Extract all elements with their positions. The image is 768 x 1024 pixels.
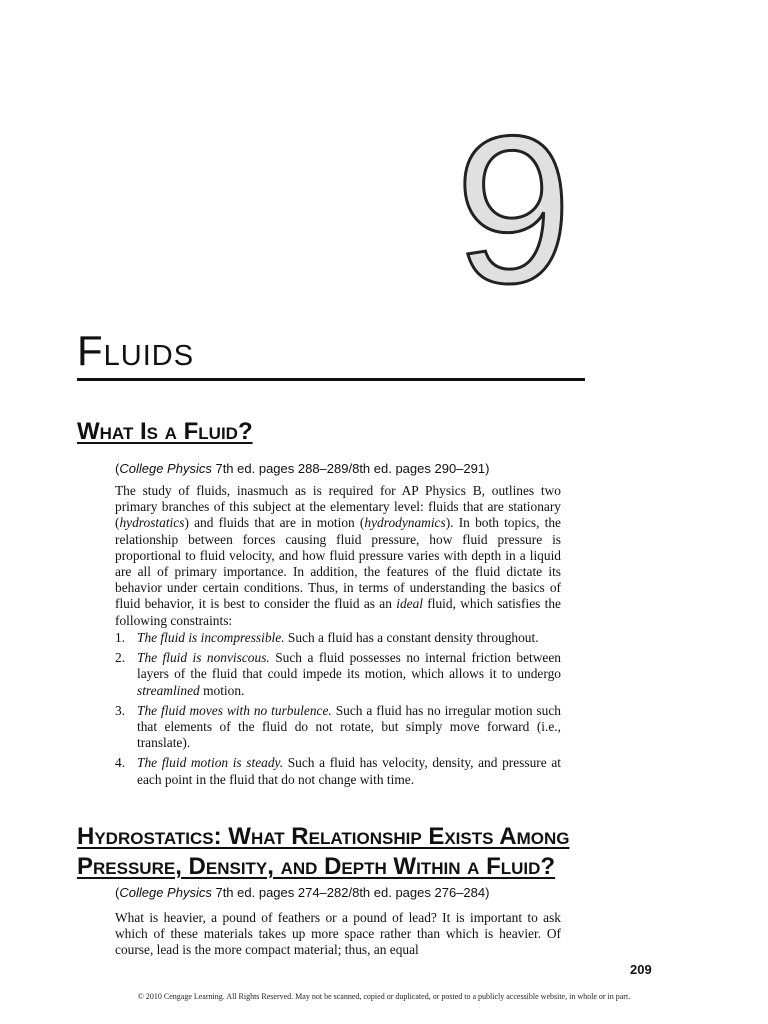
heading-line: Hydrostatics: What Relationship Exists Among — [77, 823, 570, 850]
list-number: 3. — [115, 702, 126, 718]
list-item-term: streamlined — [137, 682, 200, 698]
copyright-footer: © 2010 Cengage Learning. All Rights Reserved. May not be scanned, copied or duplicated, or posted to a publicly accessible website, in whole or in part. — [137, 992, 631, 1001]
section2-reference: (College Physics 7th ed. pages 274–282/8th ed. pages 276–284) — [115, 885, 490, 900]
ref-pages: 7th ed. pages 274–282/8th ed. pages 276–284 — [215, 885, 486, 900]
list-item-text: Such a fluid has velocity, density, and pressure at each point in the fluid that do not change with time. — [137, 755, 561, 787]
chapter-title: Fluids — [77, 327, 195, 374]
para-text: The study of fluids, inasmuch as is required for AP Physics B, outlines two primary branches of this subject at the elementary level: fluids that are stationary ( — [115, 483, 561, 531]
ref-book-title: College Physics — [119, 885, 212, 900]
list-item-lead: The fluid is incompressible. — [137, 630, 285, 645]
list-item — [115, 630, 561, 646]
para-text: ). In both topics, the relationship between forces causing fluid pressure, how fluid pressure is proportional to fluid velocity, and how fluid pressure varies with depth in a liquid are all of primary importance. In addition, the features of the fluid dictate its behavior under certain conditions. Thus, in terms of understanding the basics of fluid behavior, it is best to consider the fluid as an — [115, 515, 561, 612]
list-item-text: motion. — [199, 682, 245, 698]
section1-reference: (College Physics 7th ed. pages 288–289/8th ed. pages 290–291) — [115, 461, 490, 476]
para-term-hydrostatics: hydrostatics — [119, 515, 185, 531]
list-number: 4. — [115, 755, 126, 771]
list-number: 1. — [115, 630, 126, 645]
ref-book-title: College Physics — [119, 461, 212, 476]
chapter-number: 9 — [455, 92, 572, 327]
section-heading-what-is-a-fluid: What Is a Fluid? — [77, 418, 253, 445]
list-item — [115, 703, 561, 752]
list-item-lead: The fluid is nonviscous. — [137, 650, 270, 666]
list-number: 2. — [115, 650, 126, 666]
list-item-text: Such a fluid has a constant density throughout. — [284, 630, 539, 645]
list-item — [115, 650, 561, 699]
section2-paragraph: What is heavier, a pound of feathers or a pound of lead? It is important to ask which of these materials takes up more space rather than which is heavier. Of course, lead is the more compact material; thus, an equal — [115, 910, 561, 958]
para-term-ideal: ideal — [396, 596, 423, 612]
list-item-text: Such a fluid possesses no internal friction between layers of the fluid that could impede its motion, which allows it to undergo — [137, 650, 561, 682]
section-heading-hydrostatics — [77, 822, 597, 882]
section1-paragraph — [115, 483, 561, 629]
ideal-fluid-constraints-list — [115, 630, 561, 792]
ref-pages: 7th ed. pages 288–289/8th ed. pages 290–291 — [215, 461, 486, 476]
para-text: ) and fluids that are in motion ( — [184, 515, 365, 531]
list-item — [115, 755, 561, 787]
list-item-lead: The fluid motion is steady. — [137, 755, 284, 771]
title-rule — [77, 378, 585, 381]
list-item-lead: The fluid moves with no turbulence. — [137, 702, 332, 718]
list-item-text: Such a fluid has no irregular motion such that elements of the fluid do not rotate, but simply move forward (i.e., translate). — [137, 702, 561, 751]
para-term-hydrodynamics: hydrodynamics — [364, 515, 446, 531]
heading-line: Pressure, Density, and Depth Within a Fluid? — [77, 853, 556, 880]
page-number: 209 — [630, 962, 652, 977]
para-text: fluid, which satisfies the following constraints: — [115, 596, 561, 628]
